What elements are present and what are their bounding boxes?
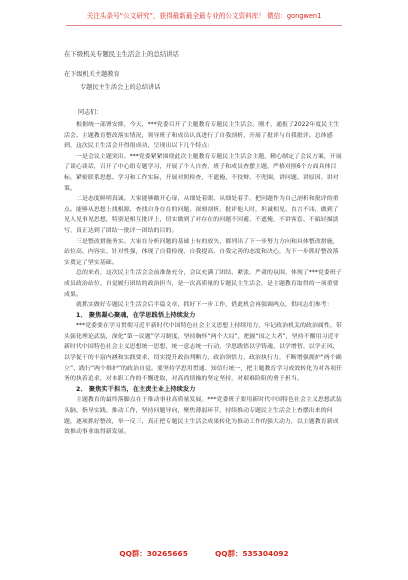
paragraph: ***党委要在学习贯彻习近平新时代中国特色社会主义思想上持续用力，牢记政治机关的政治属性，带头强化理论武装，深化“第一议题”学习制度，坚持胸怀“两个大局”，把握“国之大者”，坚持不懈用习近平新时代中国特色社会主义思想统一思想，统一意志统一行动，学思践悟以学铸魂、以学增智、以学正风、以学促干的丰富内涵和实践要求，切实提升政治判断力、政治领悟力、政治执行力，不断增强拥护“两个确立”、践行“两个维护”的政治自觉。要坚持学思用贯通、知信行统一，把主题教育学习成效转化为对各项任务的执着追求，对本职工作的不懈进取，对高尚情操的坚定坚持，对艰难险阻的勇于担当。: [64, 323, 343, 383]
paragraph: 三是整改措施务实。大家在分析问题的基础上有的放矢，都列出了下一步努力方向和具体整改措施，站位高、内容实、针对性强，体现了自我检视、自我提高、自我完善的态度和决心，为下一步抓好整改落实奠定了坚实基础。: [64, 238, 339, 266]
banner-text: 关注头条号“公文研究”，获得最新最全最专业的公文资料库！ 微信：gongwen1: [86, 12, 322, 20]
paragraph: 根据统一部署安排，今天，***党委召开了主题教育专题民主生活会。刚才，通报了2022年度民主生活会、主题教育整改落实情况，领导班子和成员认真进行了自我剖析，开展了批评与自我批评。总体感到，这次民主生活会开得很成功，呈现出以下几个特点：: [64, 122, 340, 150]
document-title: 在下级机关专题民主生活会上的总结讲话: [64, 50, 180, 58]
organization-line: 在下级机关主题教育: [64, 71, 120, 78]
footer-contacts: [0, 546, 408, 562]
paragraph: 就抓实做好专题民主生活会后半篇文章，抓好下一步工作，借此机会再强调两点，供同志们参考：: [76, 302, 333, 309]
subject-line: 专题民主生活会上的总结讲话: [80, 84, 161, 91]
paragraph: 二是态度鲜明真诚。大家能够敞开心扉，从细处着眼、从细处着手，把问题作为自己剖析和批评的重点。能够从思想上找根源，查找自身存在的问题，深刻剖析。批评他人时，坦诚相见、直言不讳，做到了见人见事见思想，特别是相互批评上，切实做到了对存在的问题不回避、不遮掩，不讲客套、不搞轻描淡写，真正达到了团结一批评一团结的目的。: [64, 196, 339, 234]
greeting: 同志们：: [78, 109, 103, 116]
promo-banner[interactable]: [66, 9, 342, 23]
qq-group-2[interactable]: QQ群：535304092: [215, 549, 289, 558]
qq-group-1[interactable]: QQ群：30265665: [119, 549, 188, 558]
banner-divider: [66, 25, 342, 26]
paragraph: 一是会议主题突出。***党委紧紧围绕此次主题教育专题民主生活会主题，精心制定了会议方案，开展了谈心谈话，召开了中心组专题学习，开展了个人自查，班子和成员查摆主题，严格对照6个方面具体目标，紧密联系思想、学习和工作实际，开展对照检查，不遮掩、不狡辩、不兜圈，讲问题、讲原因、讲对策。: [64, 153, 342, 192]
section-heading: 2、 聚焦实干担当，在主责主业上持续发力: [76, 385, 196, 393]
section-heading: 1、 聚焦凝心聚魂，在学思践悟上持续发力: [76, 311, 196, 319]
document-body: [64, 120, 344, 438]
paragraph: 主题教育的最终落脚点在于推动事业高质量发展。***党委班子要用新时代中国特色社会主义思想武装头脑、指导实践、推动工作，坚持问题导向，聚焦薄弱环节，持续推动专题民主生活会上查摆出来的问题，逐项抓好整改，举一反三，真正把专题民主生活会成果转化为推动工作的强大动力，以主题教育新成效推动事业取得新发展。: [64, 397, 342, 436]
paragraph: 总的来看，这次民主生活会会前准备充分，会议充满了团结、紧张、严肃的氛围，体现了***党委班子成员政治站位、自觉履行团结的政治担当，是一次高质量的专题民主生活会，是主题教育取得的一项重要成果。: [64, 270, 342, 298]
